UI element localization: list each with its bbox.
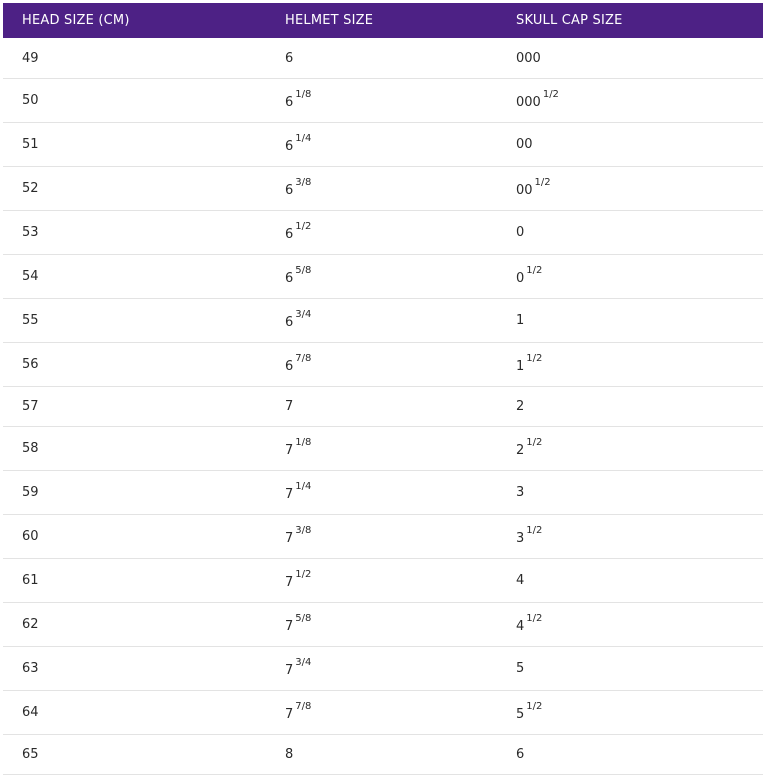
size-chart-table [3, 3, 763, 775]
skull-cap-size-cell-value: 000 [516, 95, 541, 110]
helmet-size-cell [285, 167, 311, 210]
table-row [3, 343, 763, 387]
head-size-cell [22, 79, 39, 122]
helmet-size-cell-value: 7 [285, 663, 294, 678]
helmet-size-cell-value: 6 [285, 359, 294, 374]
skull-cap-size-cell [516, 735, 524, 774]
skull-cap-size-cell-value: 4 [516, 573, 525, 588]
helmet-size-cell-value: 6 [285, 139, 294, 154]
skull-cap-size-cell-fraction: 1/2 [526, 701, 543, 712]
skull-cap-size-cell-value: 1 [516, 313, 525, 328]
head-size-cell-value: 57 [22, 399, 39, 414]
head-size-cell-value: 53 [22, 225, 39, 240]
helmet-size-cell-fraction: 1/4 [295, 133, 312, 144]
table-row [3, 38, 763, 79]
head-size-cell-value: 62 [22, 617, 39, 632]
skull-cap-size-cell [516, 38, 541, 78]
helmet-size-cell [285, 343, 311, 386]
head-size-cell [22, 515, 39, 558]
skull-cap-size-cell-value: 0 [516, 225, 525, 240]
skull-cap-size-cell-fraction: 1/2 [526, 437, 543, 448]
helmet-size-cell-fraction: 7/8 [295, 353, 312, 364]
skull-cap-size-cell [516, 255, 542, 298]
helmet-size-cell [285, 387, 293, 426]
skull-cap-size-cell-value: 2 [516, 443, 525, 458]
skull-cap-size-cell [516, 603, 542, 646]
skull-cap-size-cell-value: 000 [516, 50, 541, 66]
head-size-cell-value: 65 [22, 747, 39, 762]
skull-cap-size-cell [516, 647, 524, 690]
skull-cap-size-cell [516, 343, 542, 386]
helmet-size-cell [285, 299, 311, 342]
helmet-size-cell-fraction: 1/8 [295, 89, 312, 100]
skull-cap-size-cell [516, 299, 524, 342]
header-skull-cap-size: SKULL CAP SIZE [516, 13, 623, 28]
skull-cap-size-cell [516, 559, 524, 602]
table-row [3, 559, 763, 603]
header-helmet-size: HELMET SIZE [285, 13, 374, 28]
helmet-size-cell [285, 255, 311, 298]
helmet-size-cell-value: 6 [285, 315, 294, 330]
head-size-cell [22, 427, 39, 470]
helmet-size-cell-fraction: 1/2 [295, 221, 312, 232]
head-size-cell [22, 735, 39, 774]
table-row [3, 603, 763, 647]
skull-cap-size-cell-fraction: 1/2 [542, 89, 559, 100]
head-size-cell-value: 52 [22, 181, 39, 196]
helmet-size-cell-value: 6 [285, 271, 294, 286]
head-size-cell [22, 211, 39, 254]
head-size-cell [22, 559, 39, 602]
header-head-size: HEAD SIZE (CM) [22, 13, 130, 28]
table-row [3, 691, 763, 735]
helmet-size-cell-value: 6 [285, 50, 294, 66]
helmet-size-cell [285, 471, 311, 514]
skull-cap-size-cell-fraction: 1/2 [526, 613, 543, 624]
head-size-cell-value: 55 [22, 313, 39, 328]
helmet-size-cell-value: 6 [285, 227, 294, 242]
head-size-cell-value: 58 [22, 441, 39, 456]
head-size-cell-value: 59 [22, 485, 39, 500]
skull-cap-size-cell-fraction: 1/2 [526, 265, 543, 276]
skull-cap-size-cell-value: 00 [516, 183, 533, 198]
helmet-size-cell-value: 7 [285, 531, 294, 546]
skull-cap-size-cell-value: 3 [516, 485, 525, 500]
head-size-cell [22, 299, 39, 342]
helmet-size-cell-value: 7 [285, 707, 294, 722]
helmet-size-cell-fraction: 3/4 [295, 657, 312, 668]
table-header [3, 3, 763, 38]
skull-cap-size-cell [516, 79, 559, 122]
helmet-size-cell-value: 7 [285, 575, 294, 590]
head-size-cell [22, 691, 39, 734]
helmet-size-cell [285, 515, 311, 558]
skull-cap-size-cell-value: 0 [516, 271, 525, 286]
skull-cap-size-cell [516, 167, 551, 210]
head-size-cell-value: 61 [22, 573, 39, 588]
skull-cap-size-cell-value: 6 [516, 747, 525, 762]
helmet-size-cell [285, 647, 311, 690]
helmet-size-cell [285, 427, 311, 470]
helmet-size-cell [285, 211, 311, 254]
skull-cap-size-cell [516, 427, 542, 470]
helmet-size-cell-fraction: 5/8 [295, 265, 312, 276]
head-size-cell [22, 123, 39, 166]
skull-cap-size-cell-value: 00 [516, 137, 533, 152]
helmet-size-cell-fraction: 1/2 [295, 569, 312, 580]
head-size-cell-value: 54 [22, 269, 39, 284]
helmet-size-cell-value: 8 [285, 747, 294, 762]
head-size-cell [22, 387, 39, 426]
helmet-size-cell-fraction: 5/8 [295, 613, 312, 624]
table-row [3, 123, 763, 167]
table-body [3, 38, 763, 775]
head-size-cell-value: 64 [22, 705, 39, 720]
skull-cap-size-cell [516, 387, 524, 426]
table-row [3, 255, 763, 299]
table-row [3, 167, 763, 211]
skull-cap-size-cell-value: 1 [516, 359, 525, 374]
helmet-size-cell-value: 7 [285, 487, 294, 502]
helmet-size-cell [285, 735, 293, 774]
table-row [3, 735, 763, 775]
skull-cap-size-cell-value: 5 [516, 707, 525, 722]
head-size-cell [22, 255, 39, 298]
skull-cap-size-cell [516, 123, 533, 166]
helmet-size-cell [285, 123, 311, 166]
head-size-cell-value: 60 [22, 529, 39, 544]
helmet-size-cell-value: 7 [285, 619, 294, 634]
head-size-cell [22, 603, 39, 646]
table-row [3, 299, 763, 343]
skull-cap-size-cell-fraction: 1/2 [534, 177, 551, 188]
helmet-size-cell [285, 38, 293, 78]
table-row [3, 515, 763, 559]
helmet-size-cell-value: 6 [285, 183, 294, 198]
table-row [3, 471, 763, 515]
skull-cap-size-cell-fraction: 1/2 [526, 525, 543, 536]
helmet-size-cell-fraction: 7/8 [295, 701, 312, 712]
helmet-size-cell-fraction: 1/8 [295, 437, 312, 448]
skull-cap-size-cell-value: 2 [516, 399, 525, 414]
helmet-size-cell-value: 6 [285, 95, 294, 110]
skull-cap-size-cell-value: 5 [516, 661, 525, 676]
head-size-cell [22, 343, 39, 386]
table-row [3, 427, 763, 471]
head-size-cell-value: 63 [22, 661, 39, 676]
helmet-size-cell [285, 559, 311, 602]
skull-cap-size-cell [516, 691, 542, 734]
skull-cap-size-cell [516, 471, 524, 514]
head-size-cell-value: 50 [22, 93, 39, 108]
skull-cap-size-cell [516, 515, 542, 558]
helmet-size-cell [285, 603, 311, 646]
head-size-cell [22, 38, 39, 78]
helmet-size-cell-fraction: 3/8 [295, 177, 312, 188]
helmet-size-cell-value: 7 [285, 443, 294, 458]
head-size-cell [22, 471, 39, 514]
skull-cap-size-cell-value: 3 [516, 531, 525, 546]
skull-cap-size-cell [516, 211, 524, 254]
skull-cap-size-cell-value: 4 [516, 619, 525, 634]
table-row [3, 387, 763, 427]
table-row [3, 647, 763, 691]
head-size-cell-value: 49 [22, 50, 39, 66]
head-size-cell-value: 51 [22, 137, 39, 152]
table-row [3, 79, 763, 123]
helmet-size-cell-fraction: 1/4 [295, 481, 312, 492]
table-row [3, 211, 763, 255]
helmet-size-cell-fraction: 3/4 [295, 309, 312, 320]
head-size-cell-value: 56 [22, 357, 39, 372]
helmet-size-cell-fraction: 3/8 [295, 525, 312, 536]
skull-cap-size-cell-fraction: 1/2 [526, 353, 543, 364]
head-size-cell [22, 647, 39, 690]
helmet-size-cell [285, 691, 311, 734]
helmet-size-cell-value: 7 [285, 399, 294, 414]
head-size-cell [22, 167, 39, 210]
helmet-size-cell [285, 79, 311, 122]
